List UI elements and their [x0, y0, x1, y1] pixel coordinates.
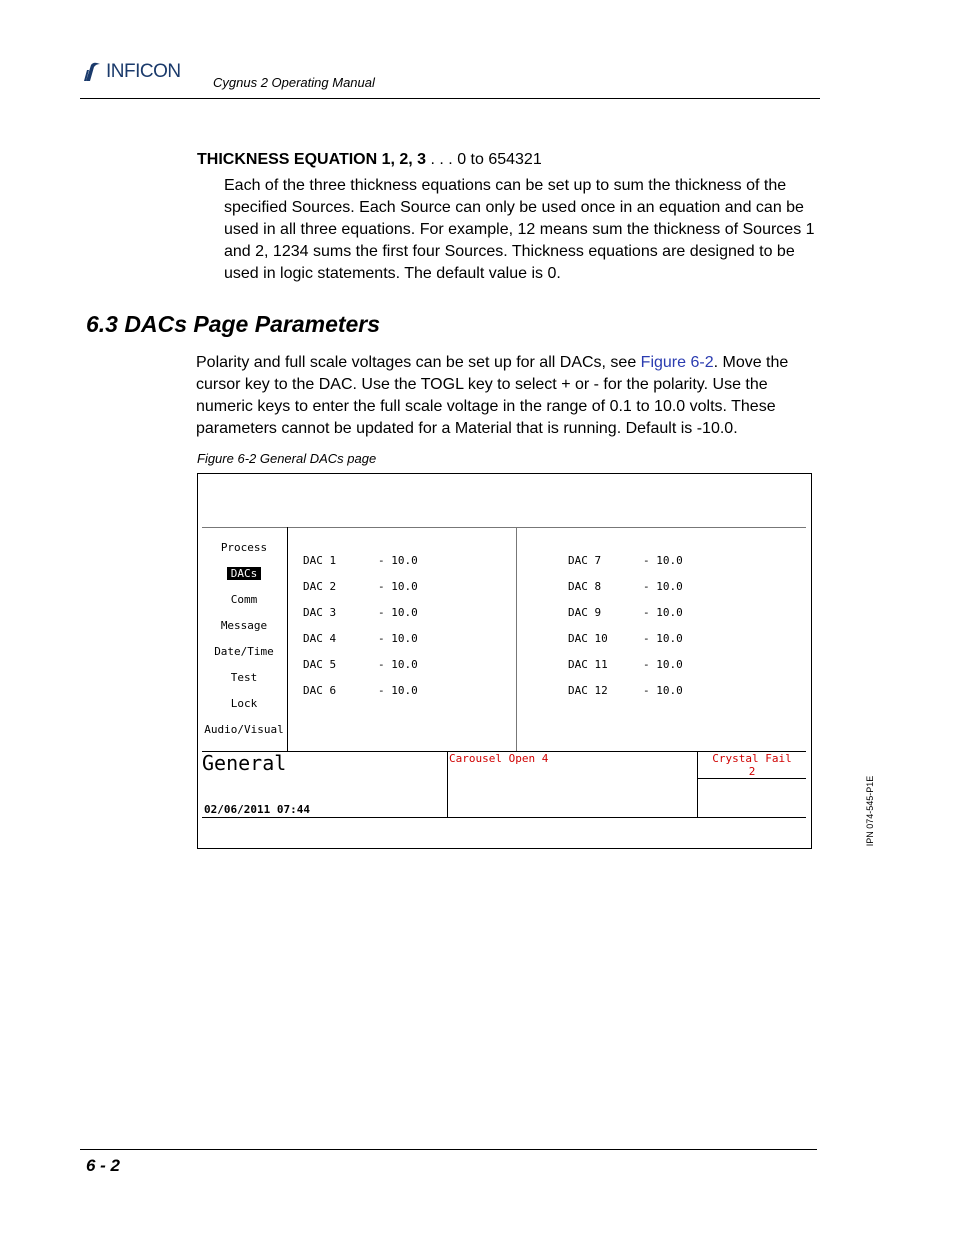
- dac-value[interactable]: - 10.0: [378, 554, 418, 567]
- column-divider: [516, 527, 517, 751]
- menu-item-label: Lock: [230, 697, 258, 710]
- parameter-title: [197, 151, 542, 169]
- date-time: 02/06/2011 07:44: [204, 803, 310, 816]
- menu-item-label: Test: [230, 671, 258, 684]
- alarm-message: [698, 752, 806, 778]
- menu-item-label: Date/Time: [214, 645, 274, 658]
- menu-item-lock[interactable]: [201, 697, 287, 710]
- menu-item-comm[interactable]: [201, 593, 287, 606]
- dac-name: DAC 10: [568, 632, 608, 645]
- dac-value[interactable]: - 10.0: [643, 580, 683, 593]
- dacs-screen: [197, 473, 812, 849]
- menu-item-audio-visual[interactable]: [201, 723, 287, 736]
- figure-caption: Figure 6-2 General DACs page: [197, 451, 377, 466]
- dac-name: DAC 9: [568, 606, 602, 619]
- menu-item-label: Comm: [230, 593, 258, 606]
- dac-value[interactable]: - 10.0: [378, 658, 418, 671]
- menu-item-process[interactable]: [201, 541, 287, 554]
- intro-text-pre: Polarity and full scale voltages can be set up for all DACs, see: [196, 354, 641, 371]
- parameter-name: THICKNESS EQUATION 1, 2, 3: [197, 151, 427, 168]
- section-intro: [196, 352, 821, 440]
- dac-name: DAC 4: [303, 632, 337, 645]
- dac-row[interactable]: [568, 658, 608, 671]
- alarm-divider: [698, 778, 806, 779]
- menu-item-test[interactable]: [201, 671, 287, 684]
- page-number: 6 - 2: [86, 1156, 121, 1175]
- dac-row[interactable]: [303, 580, 336, 593]
- menu-item-date-time[interactable]: [201, 645, 287, 658]
- inficon-logo-icon: [82, 61, 104, 83]
- menu-divider: [287, 527, 288, 751]
- dac-row[interactable]: [303, 632, 336, 645]
- dac-row[interactable]: [568, 554, 601, 567]
- dac-value[interactable]: - 10.0: [643, 632, 683, 645]
- dac-name: DAC 8: [568, 580, 602, 593]
- dac-row[interactable]: [568, 606, 601, 619]
- dac-value[interactable]: - 10.0: [643, 606, 683, 619]
- dac-name: DAC 6: [303, 684, 337, 697]
- section-heading: 6.3 DACs Page Parameters: [86, 311, 381, 337]
- menu-item-label: Audio/Visual: [204, 723, 284, 736]
- parameter-description: Each of the three thickness equations can be set up to sum the thickness of the specified Sources. Each Source can only be used once in an equation and can be used in all three equations. For example, 12 means sum the thickness of Sources 1 and 2, 1234 sums the first four Sources. Thickness equations are designed to be used in logic statements. The default value is 0.: [224, 177, 815, 282]
- status-bottom-divider: [202, 817, 806, 818]
- footer-rule: [80, 1149, 817, 1150]
- alarm-line-1: Crystal Fail: [712, 752, 792, 765]
- dac-name: DAC 5: [303, 658, 337, 671]
- dac-value[interactable]: - 10.0: [378, 684, 418, 697]
- dac-row[interactable]: [303, 606, 336, 619]
- dac-name: DAC 11: [568, 658, 608, 671]
- manual-title: Cygnus 2 Operating Manual: [213, 75, 375, 90]
- dac-value[interactable]: - 10.0: [378, 606, 418, 619]
- dac-value[interactable]: - 10.0: [643, 658, 683, 671]
- dac-row[interactable]: [303, 684, 336, 697]
- dac-row[interactable]: [303, 554, 336, 567]
- status-divider-1: [447, 751, 448, 817]
- intro-text-post: . Move the cursor key to the DAC. Use the TOGL key to select + or - for the polarity. Use the numeric keys to enter the full scale voltage in the range of 0.1 to 10.0 volts. These parameters cannot be updated for a Material that is running. Default is -10.0.: [196, 354, 789, 437]
- dac-name: DAC 1: [303, 554, 337, 567]
- alarm-line-2: 2: [748, 765, 756, 778]
- dac-name: DAC 2: [303, 580, 337, 593]
- parameter-range: . . . 0 to 654321: [426, 151, 542, 168]
- dac-value[interactable]: - 10.0: [643, 684, 683, 697]
- brand-name: INFICON: [106, 61, 181, 82]
- menu-item-label: Process: [220, 541, 268, 554]
- dac-value[interactable]: - 10.0: [378, 580, 418, 593]
- inficon-logo: [82, 60, 181, 84]
- dac-value[interactable]: - 10.0: [643, 554, 683, 567]
- dac-name: DAC 12: [568, 684, 608, 697]
- page-name: General: [202, 751, 287, 775]
- figure-link[interactable]: Figure 6-2: [640, 354, 714, 371]
- menu-item-message[interactable]: [201, 619, 287, 632]
- dac-name: DAC 3: [303, 606, 337, 619]
- dac-value[interactable]: - 10.0: [378, 632, 418, 645]
- dac-row[interactable]: [568, 632, 608, 645]
- menu-item-dacs[interactable]: [201, 567, 287, 580]
- menu-item-label: Message: [220, 619, 268, 632]
- dac-row[interactable]: [568, 580, 601, 593]
- status-message: Carousel Open 4: [449, 752, 549, 765]
- dac-row[interactable]: [568, 684, 608, 697]
- menu-item-label: DACs: [227, 567, 262, 580]
- header-rule: [80, 98, 820, 99]
- ipn-code: IPN 074-545-P1E: [865, 775, 875, 847]
- dac-name: DAC 7: [568, 554, 602, 567]
- top-divider: [202, 527, 806, 528]
- dac-row[interactable]: [303, 658, 336, 671]
